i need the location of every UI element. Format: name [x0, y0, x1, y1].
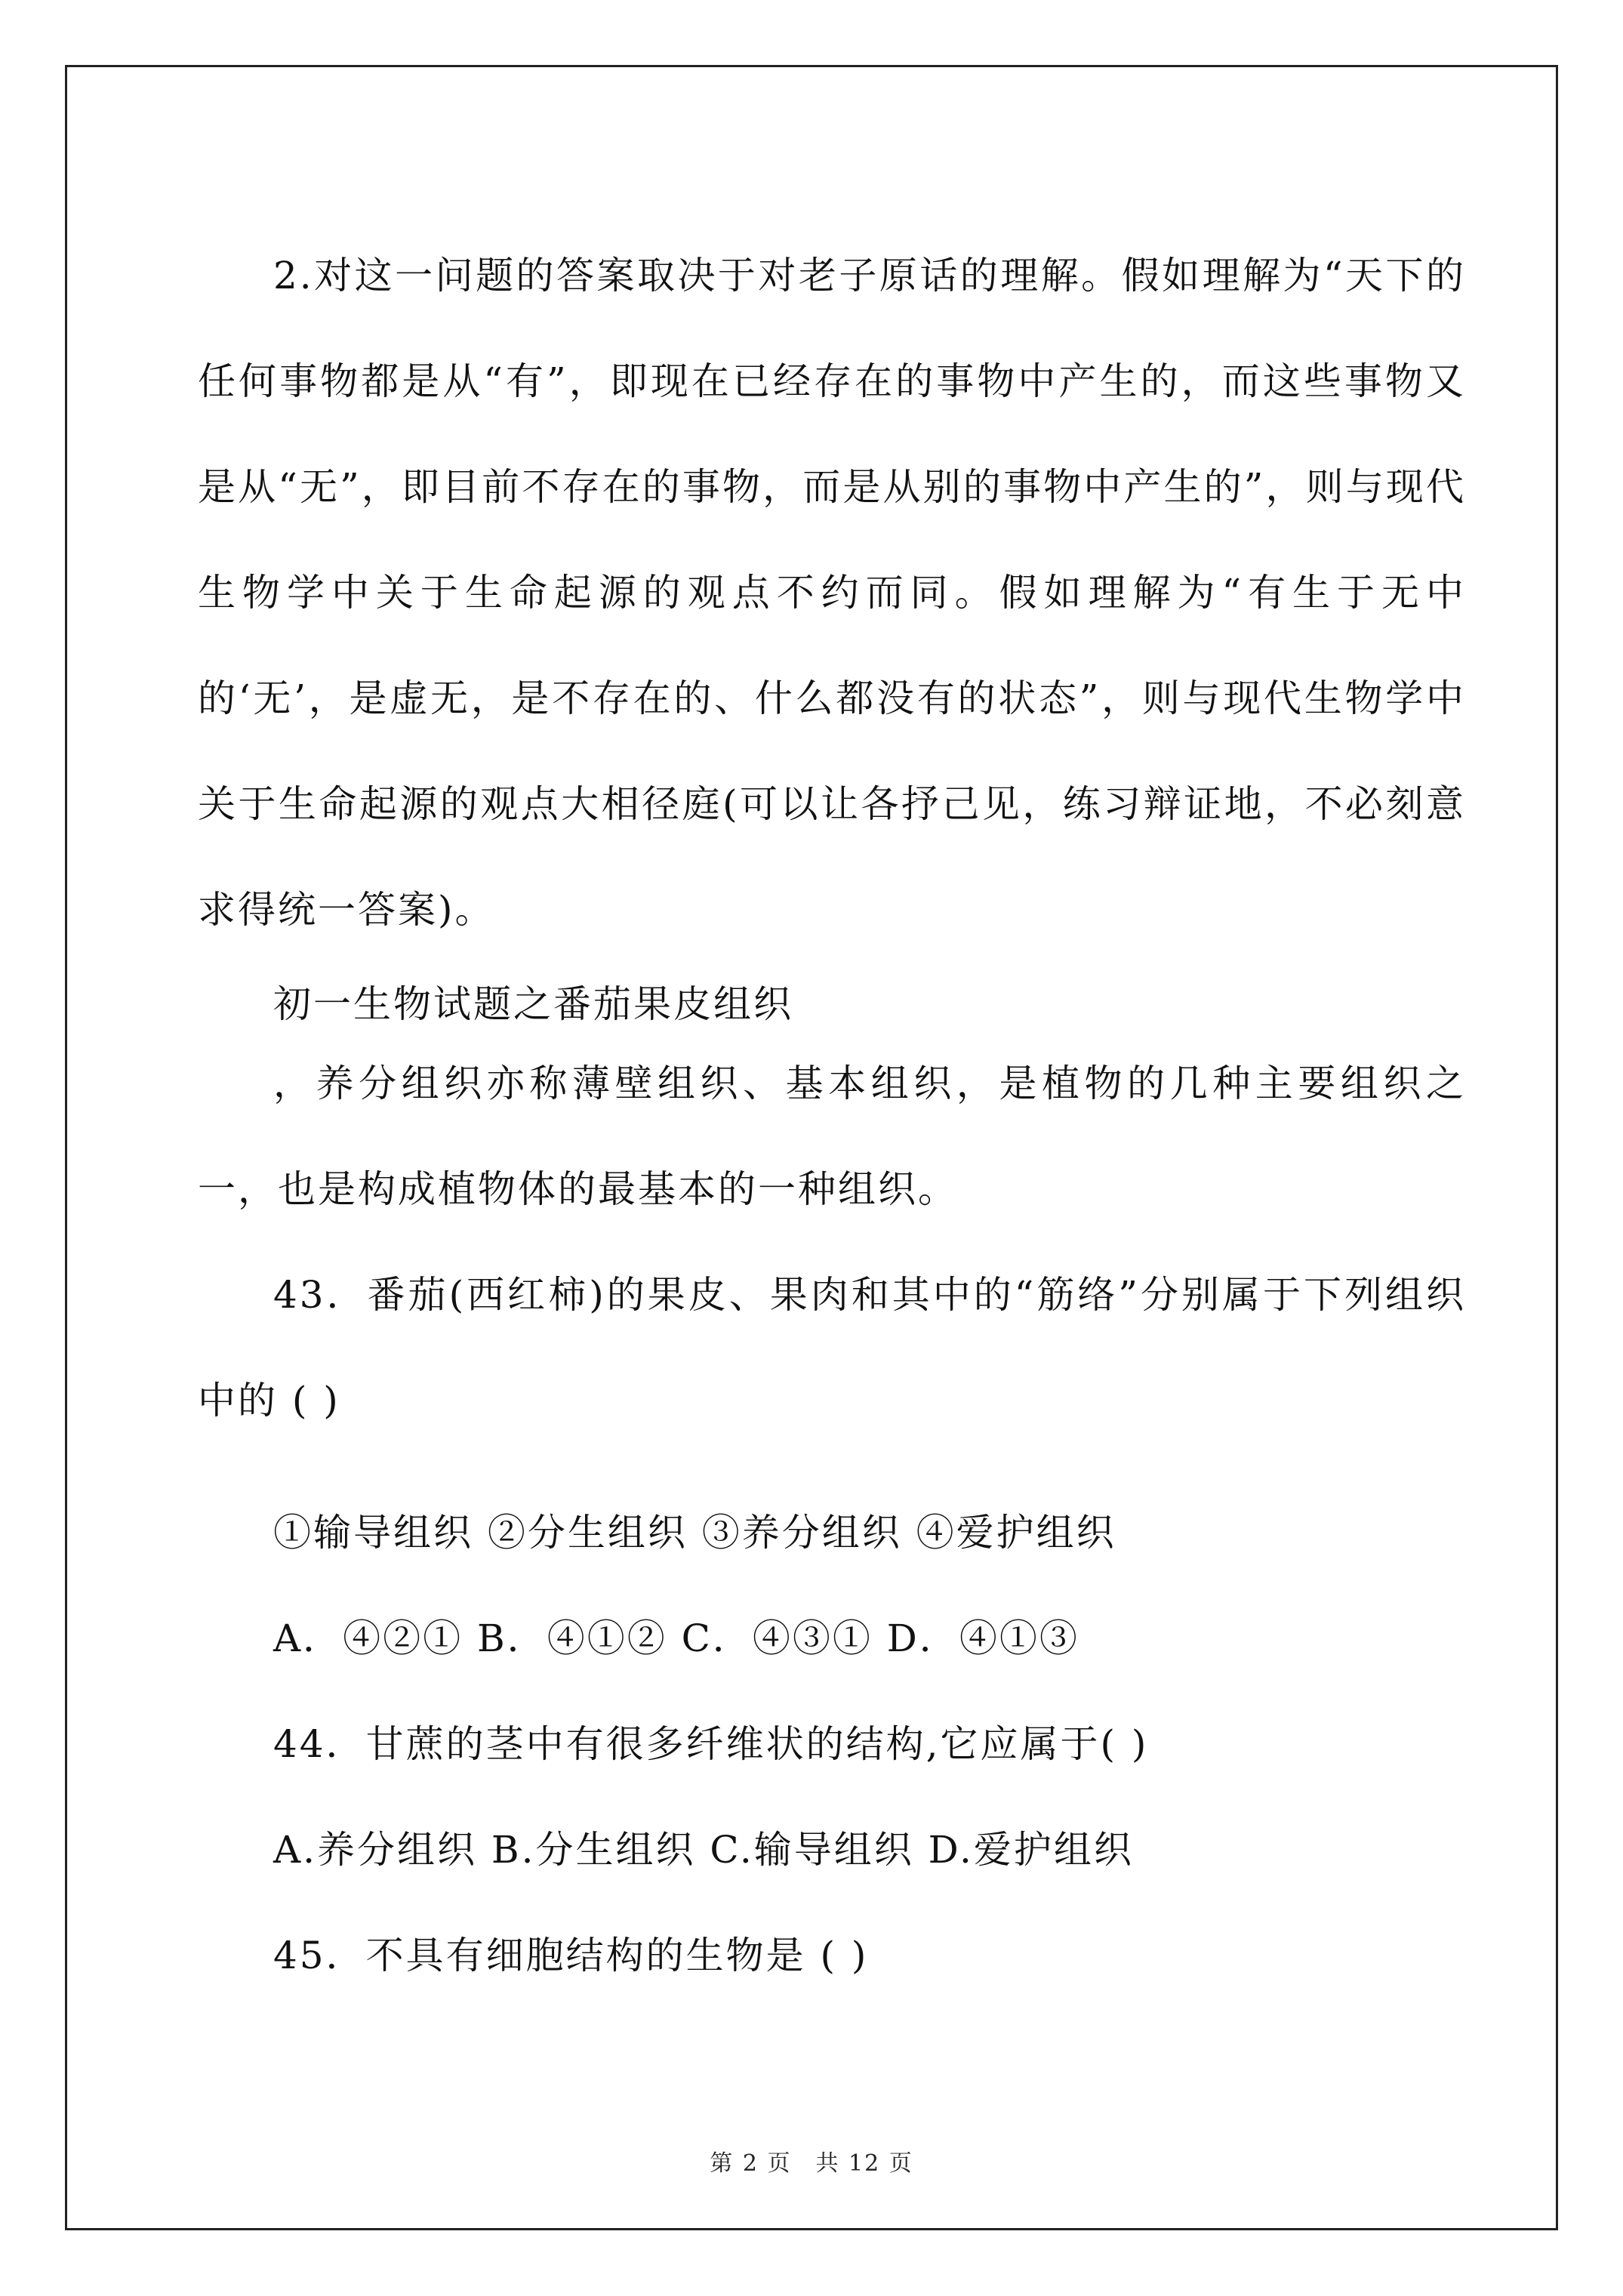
page-footer: 第 2 页 共 12 页 — [710, 2150, 913, 2177]
question-45: 45．不具有细胞结构的生物是 ( ) — [273, 1934, 869, 1977]
section-title: 初一生物试题之番茄果皮组织 — [273, 982, 793, 1026]
question-44: 44．甘蔗的茎中有很多纤维状的结构,它应属于( ) — [273, 1722, 1149, 1766]
paragraph-nutrient-tissue: ，养分组织亦称薄壁组织、基本组织，是植物的几种主要组织之一，也是构成植物体的最基本的一种组织。 — [198, 1062, 1466, 1211]
question-43-options: A．④②① B．④①② C．④③① D．④①③ — [273, 1616, 1079, 1660]
paragraph-answer-2: 2.对这一问题的答案取决于对老子原话的理解。假如理解为“天下的任何事物都是从“有”，即现在已经存在的事物中产生的，而这些事物又是从“无”，即目前不存在的事物，而是从别的事物中产生的”，则与现代生物学中关于生命起源的观点不约而同。假如理解为“有生于无中的‘无’，是虚无，是不存在的、什么都没有的状态”，则与现代生物学中关于生命起源的观点大相径庭(可以让各抒己见，练习辩证地，不必刻意求得统一答案)。 — [198, 254, 1466, 932]
question-44-options: A.养分组织 B.分生组织 C.输导组织 D.爱护组织 — [273, 1828, 1134, 1872]
question-43-items: ①输导组织 ②分生组织 ③养分组织 ④爱护组织 — [273, 1511, 1116, 1555]
question-43: 43．番茄(西红柿)的果皮、果肉和其中的“筋络”分别属于下列组织中的 ( ) — [198, 1273, 1466, 1422]
